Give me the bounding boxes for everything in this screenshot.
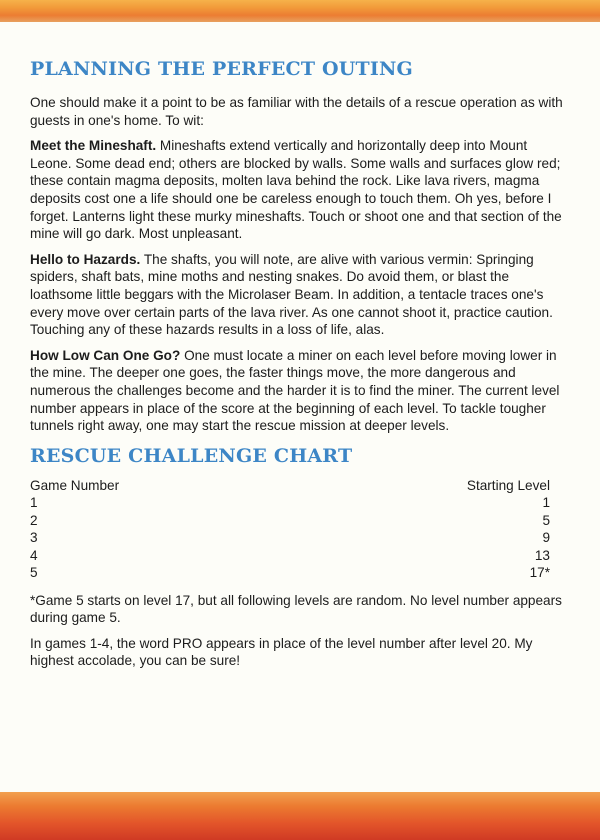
table-row xyxy=(30,512,550,530)
section-hazards xyxy=(30,251,570,339)
section-mineshaft xyxy=(30,137,570,243)
table-header-row xyxy=(30,477,550,495)
game-number-cell: 2 xyxy=(30,512,38,528)
footnote: *Game 5 starts on level 17, but all following levels are random. No level number appears during game 5. xyxy=(30,592,562,626)
section-body: Mineshafts extend vertically and horizontally deep into Mount Leone. Some dead end; others are blocked by walls. Some walls and surfaces glow red; these contain magma deposits, molten lava behind the rock. Like lava rivers, magma deposits cost one a life should one be careless enough to touch them. Oh yes, before I forget. Lanterns light these murky mineshafts. Touch or shoot one and that section of the mine will go dark. Most unpleasant. xyxy=(30,138,562,242)
starting-level-cell: 13 xyxy=(534,547,550,563)
table-row xyxy=(30,547,550,565)
rescue-challenge-table xyxy=(30,477,550,582)
bottom-orange-band xyxy=(0,792,600,840)
top-orange-band xyxy=(0,0,600,22)
starting-level-cell: 9 xyxy=(542,530,550,546)
starting-level-cell: 5 xyxy=(542,512,550,528)
section-lead: Meet the Mineshaft. xyxy=(30,138,157,154)
column-header-starting-level: Starting Level xyxy=(466,477,550,493)
table-row xyxy=(30,529,550,547)
table-row xyxy=(30,564,550,582)
page-title: PLANNING THE PERFECT OUTING xyxy=(30,58,413,80)
table-row xyxy=(30,494,550,512)
intro-paragraph: One should make it a point to be as familiar with the details of a rescue operation as with guests in one's home. To wit: xyxy=(30,95,563,128)
closing-paragraph: In games 1-4, the word PRO appears in place of the level number after level 20. My highest accolade, you can be sure! xyxy=(30,635,533,669)
chart-title: RESCUE CHALLENGE CHART xyxy=(30,444,353,467)
starting-level-cell: 17* xyxy=(529,565,550,581)
game-number-cell: 1 xyxy=(30,495,38,511)
starting-level-cell: 1 xyxy=(542,495,550,511)
column-header-game-number: Game Number xyxy=(30,477,120,493)
section-lead: Hello to Hazards. xyxy=(30,251,141,267)
game-number-cell: 5 xyxy=(30,565,38,581)
section-body: The shafts, you will note, are alive with various vermin: Springing spiders, shaft bats, mine moths and nesting snakes. Do avoid them, or blast the loathsome little beggars with the Microlaser Beam. In addition, a tentacle traces one's every move over certain parts of the lava river. As one cannot shoot it, practice caution. Touching any of these hazards results in a loss of life, alas. xyxy=(30,251,553,338)
page-content xyxy=(30,56,570,678)
game-number-cell: 4 xyxy=(30,547,38,563)
section-body: One must locate a miner on each level before moving lower in the mine. The deeper one goes, the faster things move, the more dangerous and numerous the challenges become and the harder it is to find the miner. The current level number appears in place of the score at the beginning of each level. To tackle tougher tunnels right away, one may start the rescue mission at deeper levels. xyxy=(30,347,560,434)
section-lead: How Low Can One Go? xyxy=(30,347,181,363)
section-levels xyxy=(30,347,570,435)
game-number-cell: 3 xyxy=(30,530,38,546)
